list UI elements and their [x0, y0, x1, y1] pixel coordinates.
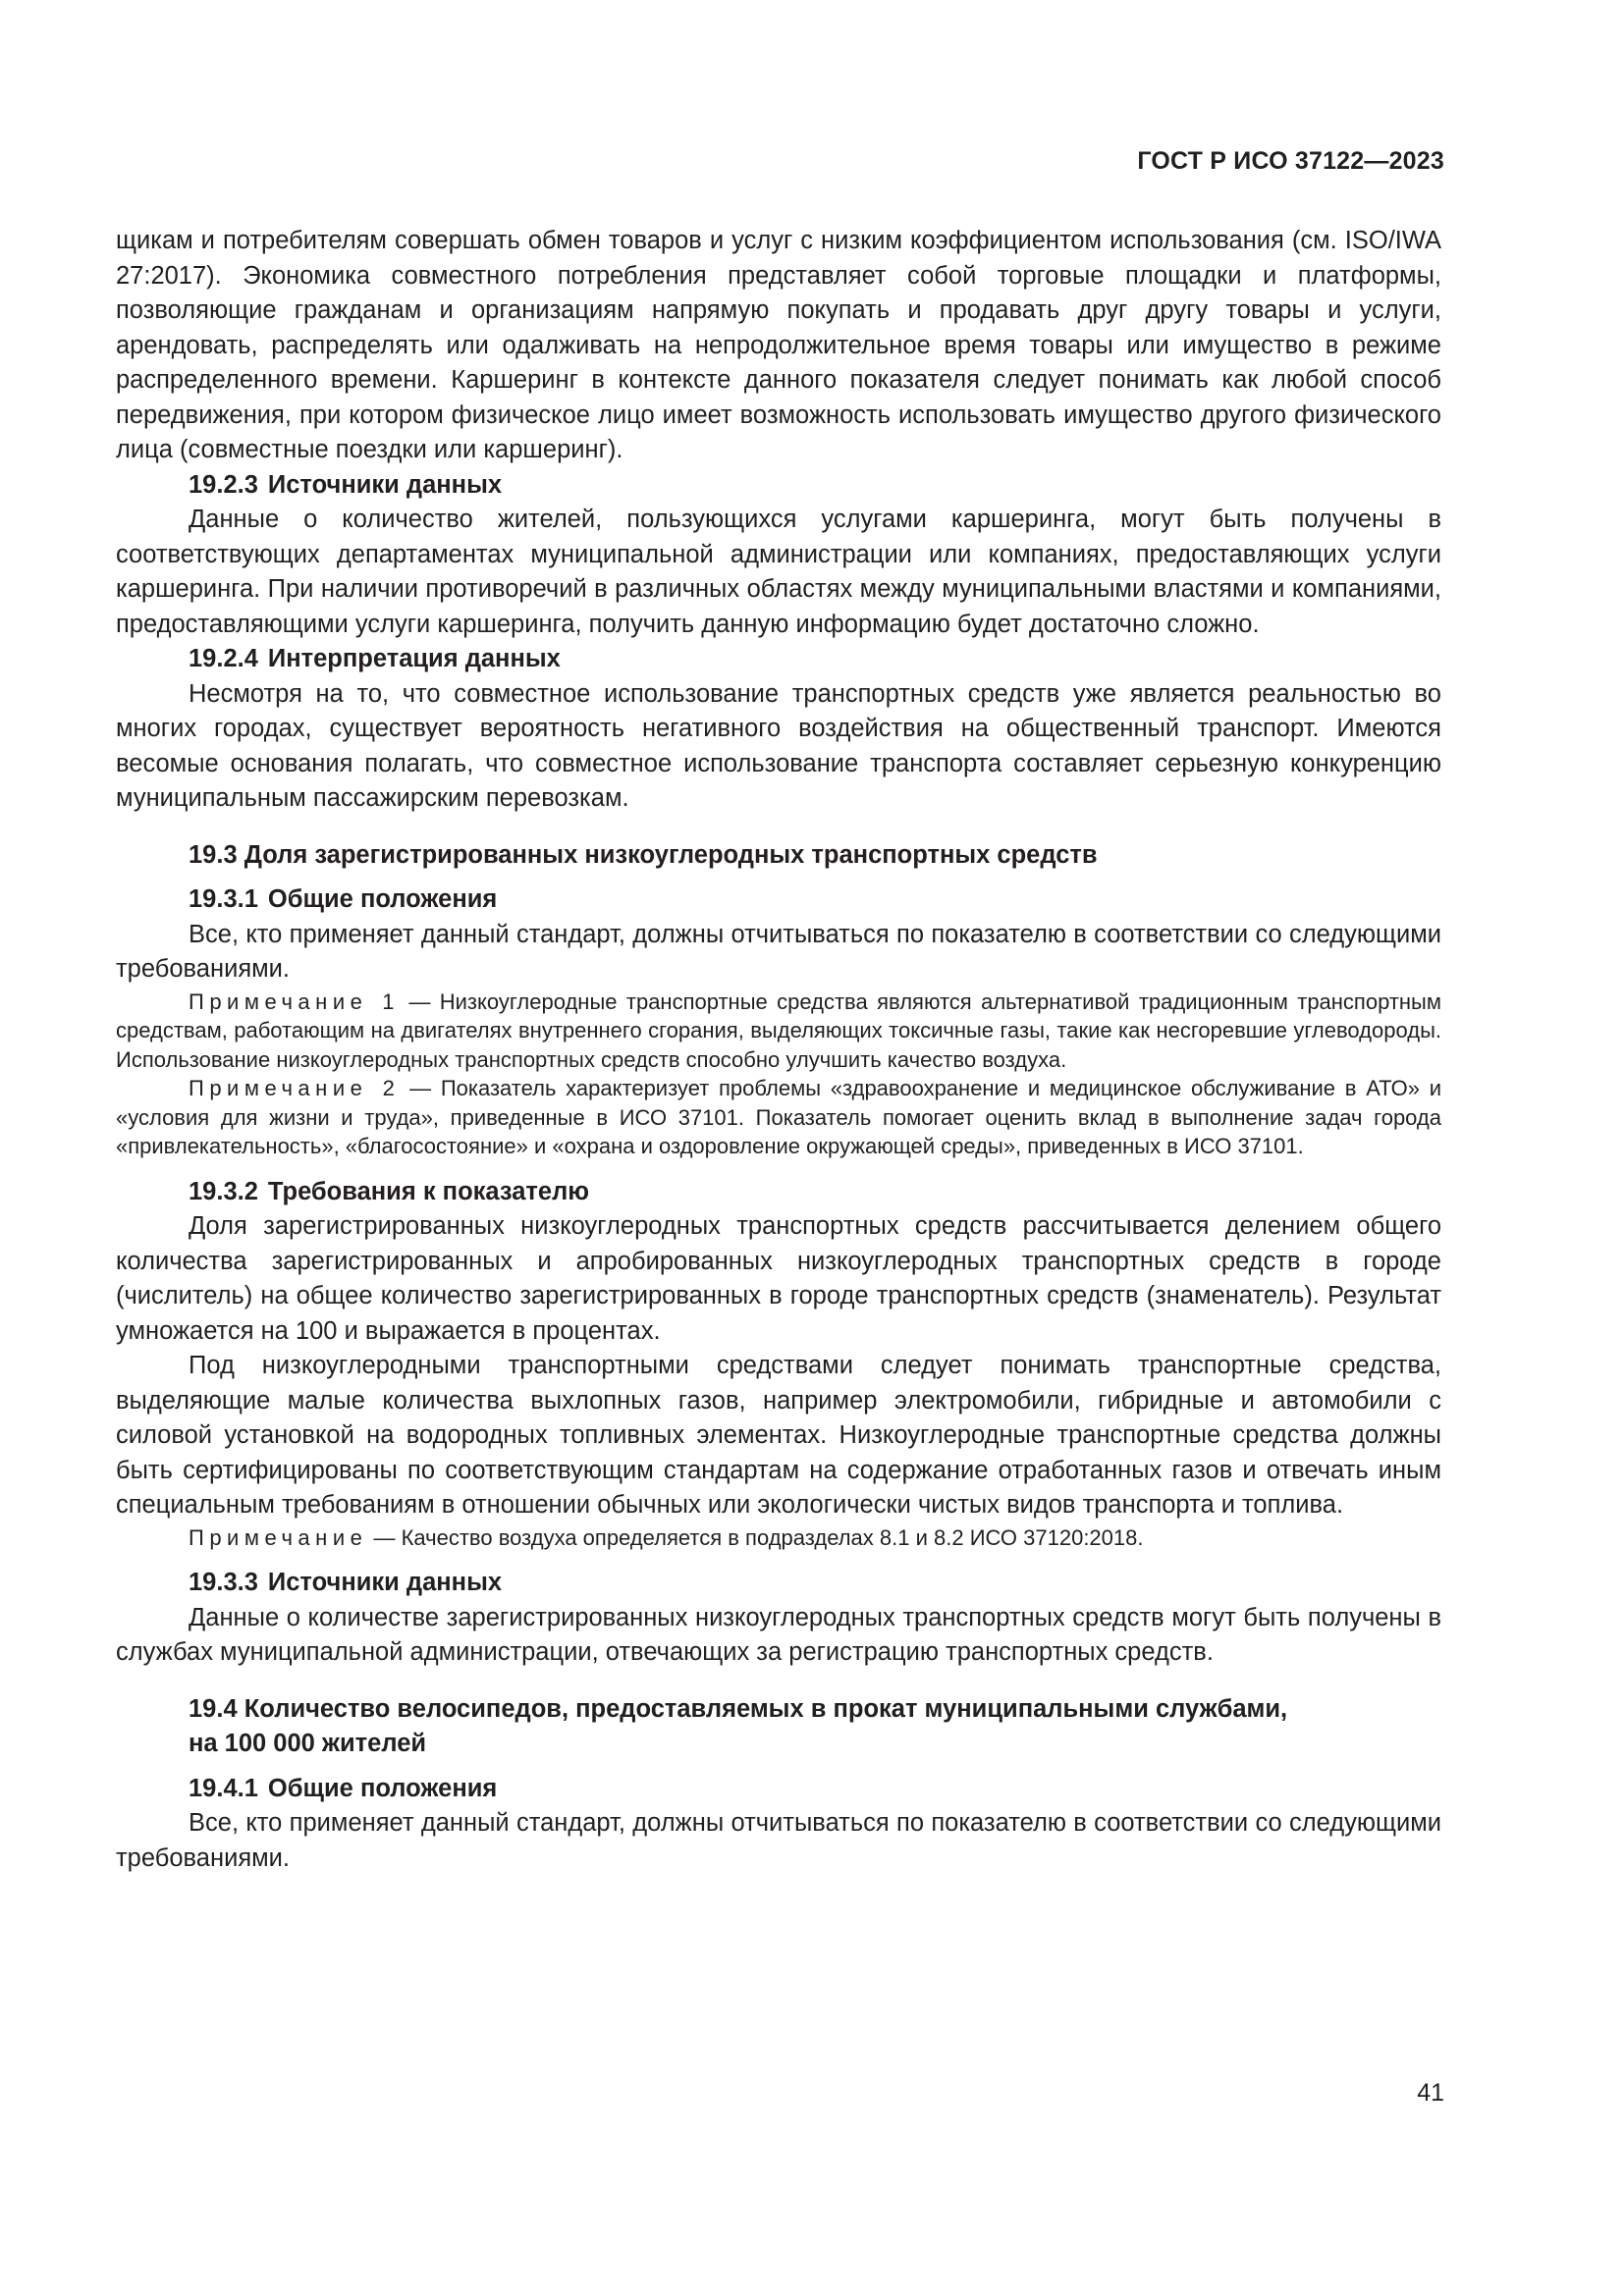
paragraph-19-3-2-b: Под низкоуглеродными транспортными средствами следует понимать транспортные средства, выделяющие малые количества выхлопных газов, например электромобили, гибридные и автомобили с силовой установкой на водородных топливных элементах. Низкоуглеродные транспортные средства должны быть сертифицированы по соответствующим стандартам на содержание отработанных газов и отвечать иным специальным требованиям в отношении обычных или экологически чистых видов транспорта и топлива.: [116, 1352, 1441, 1519]
note-label: Примечание 2: [189, 1076, 401, 1100]
paragraph-intro: щикам и потребителям совершать обмен товаров и услуг с низким коэффициентом использования (см. ISO/IWA 27:2017). Экономика совместного потребления представляет собой торговые площадки и платформы, позволяющие гражданам и организациям напрямую покупать и продавать друг другу товары и услуги, арендовать, распределять или одалживать на непродолжительное время товары или имущество в режиме распределенного времени. Каршеринг в контексте данного показателя следует понимать как любой способ передвижения, при котором физическое лицо имеет возможность использовать имущество другого физического лица (совместные поездки или каршеринг).: [116, 227, 1441, 463]
heading-title-line-2: на 100 000 жителей: [189, 1730, 427, 1757]
heading-19-2-4: [116, 642, 1441, 677]
heading-title: Требования к показателю: [267, 1177, 590, 1205]
page-number: 41: [1417, 2079, 1444, 2107]
heading-title: Общие положения: [267, 1774, 498, 1802]
paragraph-19-3-2-a: Доля зарегистрированных низкоуглеродных транспортных средств рассчитывается делением общего количества зарегистрированных и апробированных низкоуглеродных транспортных средств в городе (числитель) на общее количество зарегистрированных в городе транспортных средств (знаменатель). Результат умножается на 100 и выражается в процентах.: [116, 1212, 1441, 1345]
heading-title: Источники данных: [267, 1569, 503, 1596]
heading-number: 19.2.3: [189, 470, 258, 499]
paragraph-19-4-1: Все, кто применяет данный стандарт, должны отчитываться по показателю в соответствии со следующими требованиями.: [116, 1809, 1441, 1872]
paragraph-19-2-4: Несмотря на то, что совместное использование транспортных средств уже является реальностью во многих городах, существует вероятность негативного воздействия на общественный транспорт. Имеются весомые основания полагать, что совместное использование транспорта составляет серьезную конкуренцию муниципальным пассажирским перевозкам.: [116, 679, 1441, 812]
heading-number: 19.3.3: [189, 1569, 258, 1596]
heading-number: 19.4: [189, 1694, 238, 1723]
note-text: — Показатель характеризует проблемы «здравоохранение и медицинское обслуживание в АТО» и «условия для жизни и труда», приведенные в ИСО 37101. Показатель помогает оценить вклад в выполнение задач города «привлекательность», «благосостояние» и «охрана и оздоровление окружающей среды», приведенных в ИСО 37101.: [116, 1076, 1441, 1158]
note-label: Примечание: [189, 1524, 368, 1550]
heading-title-line-1: Количество велосипедов, предоставляемых в прокат муниципальными службами,: [244, 1694, 1288, 1723]
note-label: Примечание 1: [189, 988, 400, 1014]
heading-number: 19.3.1: [189, 885, 258, 913]
note-2: [116, 1074, 1441, 1161]
heading-number: 19.3: [189, 840, 238, 869]
heading-number: 19.2.4: [189, 645, 258, 672]
heading-19-3-1: [116, 882, 1441, 918]
heading-19-4-1: [116, 1772, 1441, 1807]
note-text: — Качество воздуха определяется в подразделах 8.1 и 8.2 ИСО 37120:2018.: [367, 1524, 1144, 1550]
heading-19-3-2: [116, 1175, 1441, 1210]
heading-19-2-3: [116, 468, 1441, 504]
heading-19-3-3: [116, 1566, 1441, 1601]
heading-19-3: [116, 838, 1441, 874]
heading-title: Доля зарегистрированных низкоуглеродных транспортных средств: [244, 840, 1098, 869]
paragraph-19-3-3: Данные о количестве зарегистрированных низкоуглеродных транспортных средств могут быть получены в службах муниципальной администрации, отвечающих за регистрацию транспортных средств.: [116, 1603, 1441, 1666]
paragraph-19-3-1: Все, кто применяет данный стандарт, должны отчитываться по показателю в соответствии со следующими требованиями.: [116, 920, 1441, 983]
document-body: [116, 224, 1441, 1876]
note-1: [116, 988, 1441, 1075]
heading-number: 19.4.1: [189, 1774, 258, 1802]
heading-number: 19.3.2: [189, 1177, 258, 1205]
heading-title: Источники данных: [267, 470, 503, 499]
heading-title: Интерпретация данных: [267, 645, 561, 672]
heading-title: Общие положения: [267, 885, 498, 913]
heading-19-4: [116, 1692, 1441, 1762]
note-text: — Низкоуглеродные транспортные средства являются альтернативой традиционным транспортным средствам, работающим на двигателях внутреннего сгорания, выделяющих токсичные газы, такие как несгоревшие углеводороды. Использование низкоуглеродных транспортных средств способно улучшить качество воздуха.: [116, 988, 1441, 1072]
paragraph-19-2-3: Данные о количество жителей, пользующихся услугами каршеринга, могут быть получены в соответствующих департаментах муниципальной администрации или компаниях, предоставляющих услуги каршеринга. При наличии противоречий в различных областях между муниципальными властями и компаниями, предоставляющими услуги каршеринга, получить данную информацию будет достаточно сложно.: [116, 506, 1441, 638]
document-code-header: ГОСТ Р ИСО 37122—2023: [1137, 147, 1444, 175]
note-3: [116, 1523, 1441, 1553]
